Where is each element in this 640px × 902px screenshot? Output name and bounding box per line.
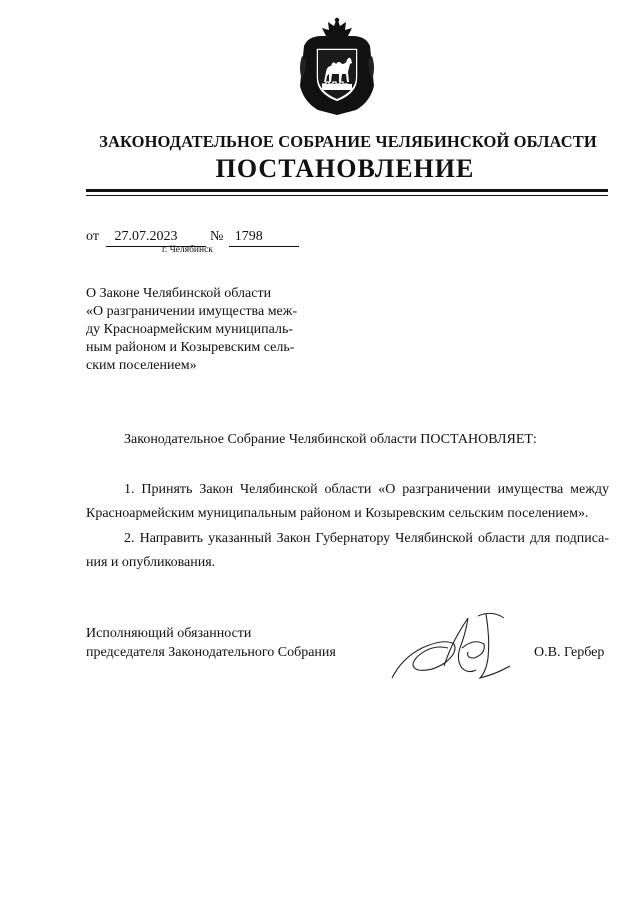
handwritten-signature-icon	[388, 608, 518, 688]
signer-title-line-1: Исполняющий обязанности	[86, 626, 252, 641]
chelyabinsk-coat-of-arms-icon	[296, 16, 378, 116]
item-1-line-1: 1. Принять Закон Челябинской области «О разграничении имущества между	[124, 482, 609, 497]
document-type: ПОСТАНОВЛЕНИЕ	[215, 154, 475, 183]
document-date: 27.07.2023	[106, 229, 206, 247]
number-sign: №	[209, 229, 224, 244]
header-divider-thin	[86, 195, 608, 196]
signer-name: О.В. Гербер	[534, 645, 605, 660]
date-prefix: от	[86, 229, 99, 244]
item-2-line-1: 2. Направить указанный Закон Губернатору Челябинской области для подписа-	[124, 531, 609, 546]
item-2-line-2: ния и опубликования.	[86, 555, 216, 570]
organization-name: ЗАКОНОДАТЕЛЬНОЕ СОБРАНИЕ ЧЕЛЯБИНСКОЙ ОБЛАСТИ	[99, 132, 597, 151]
city-label: г. Челябинск	[162, 245, 213, 255]
document-number: 1798	[229, 229, 299, 247]
header-divider-thick	[86, 189, 608, 192]
signer-title-line-2: председателя Законодательного Собрания	[86, 645, 336, 660]
item-1-line-2: Красноармейским муниципальным районом и Козыревским сельским поселением».	[86, 506, 589, 521]
preamble: Законодательное Собрание Челябинской области ПОСТАНОВЛЯЕТ:	[124, 432, 537, 447]
document-subject: О Законе Челябинской области «О разграничении имущества меж- ду Красноармейским муниципаль- ным районом и Козыревским сель- ским поселением»	[86, 286, 298, 373]
